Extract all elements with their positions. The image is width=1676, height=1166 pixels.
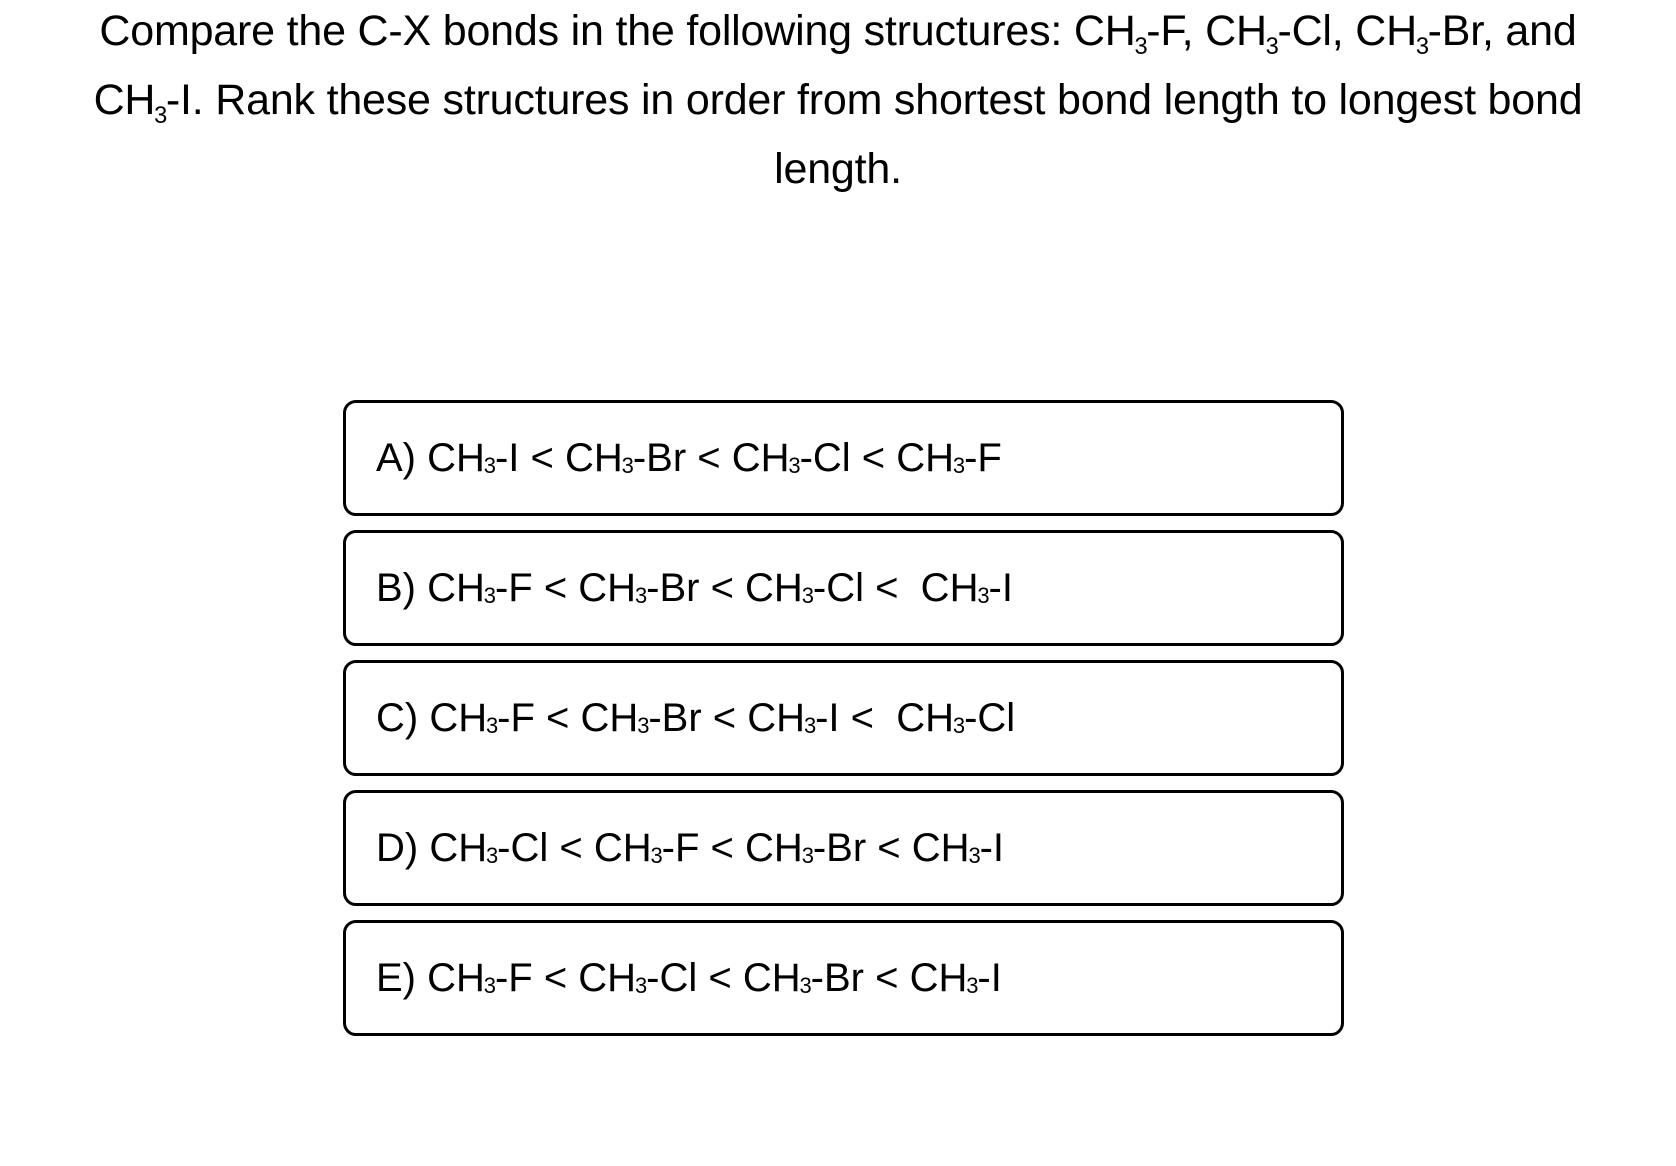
subscript: 3 bbox=[803, 713, 817, 739]
subscript: 3 bbox=[621, 453, 634, 479]
text-run: -Br < CH bbox=[648, 695, 806, 740]
text-run: CH bbox=[93, 76, 156, 124]
subscript: 3 bbox=[650, 843, 663, 869]
answer-options bbox=[343, 400, 1343, 1050]
text-run: -F, CH bbox=[1146, 7, 1267, 55]
text-run: Compare the C-X bonds in the following structures: CH bbox=[99, 7, 1136, 55]
question-line-3 bbox=[40, 138, 1636, 200]
text-run: -F bbox=[964, 435, 1002, 480]
text-run: -I < CH bbox=[815, 695, 954, 740]
text-run: -Br < CH bbox=[632, 435, 790, 480]
text-run: -Br < CH bbox=[812, 825, 970, 870]
text-run: -Cl < CH bbox=[812, 565, 979, 610]
text-run: -Cl < CH bbox=[799, 435, 955, 480]
text-run: E) CH bbox=[376, 955, 485, 1000]
subscript: 3 bbox=[801, 583, 814, 609]
text-run: -F < CH bbox=[494, 955, 637, 1000]
subscript: 3 bbox=[977, 583, 990, 609]
subscript: 3 bbox=[788, 453, 801, 479]
text-run: -Cl, CH bbox=[1277, 7, 1417, 55]
answer-option-d[interactable] bbox=[343, 790, 1344, 906]
text-run: -Br < CH bbox=[810, 955, 968, 1000]
subscript: 3 bbox=[799, 973, 812, 999]
text-run: D) CH bbox=[376, 825, 488, 870]
answer-option-a[interactable] bbox=[343, 400, 1344, 516]
subscript: 3 bbox=[968, 843, 981, 869]
text-run: A) CH bbox=[376, 435, 485, 480]
answer-option-e[interactable] bbox=[343, 920, 1344, 1036]
subscript: 3 bbox=[634, 973, 648, 999]
text-run: length. bbox=[774, 145, 902, 193]
subscript: 3 bbox=[483, 583, 497, 609]
subscript: 3 bbox=[486, 843, 499, 869]
subscript: 3 bbox=[1415, 33, 1429, 60]
text-run: -F < CH bbox=[497, 695, 639, 740]
text-run: -Cl < CH bbox=[497, 825, 652, 870]
subscript: 3 bbox=[1134, 33, 1148, 60]
text-run: -Br, and bbox=[1427, 7, 1577, 55]
question-line-1 bbox=[40, 0, 1636, 69]
subscript: 3 bbox=[483, 453, 497, 479]
text-run: -I < CH bbox=[494, 435, 623, 480]
subscript: 3 bbox=[952, 453, 966, 479]
text-run: -I bbox=[979, 825, 1005, 870]
text-run: -I bbox=[977, 955, 1002, 1000]
text-run: -I bbox=[988, 565, 1013, 610]
answer-option-b[interactable] bbox=[343, 530, 1344, 646]
question-text bbox=[40, 0, 1636, 200]
text-run: -Cl bbox=[964, 695, 1016, 740]
question-line-2 bbox=[40, 69, 1636, 138]
subscript: 3 bbox=[966, 973, 979, 999]
subscript: 3 bbox=[486, 713, 499, 739]
subscript: 3 bbox=[483, 973, 497, 999]
subscript: 3 bbox=[637, 713, 650, 739]
text-run: C) CH bbox=[376, 695, 488, 740]
subscript: 3 bbox=[1265, 33, 1279, 60]
text-run: -I. Rank these structures in order from shortest bond length to longest bond bbox=[165, 76, 1583, 124]
text-run: -F < CH bbox=[661, 825, 803, 870]
subscript: 3 bbox=[634, 583, 648, 609]
text-run: B) CH bbox=[376, 565, 485, 610]
answer-option-c[interactable] bbox=[343, 660, 1344, 776]
subscript: 3 bbox=[154, 102, 168, 129]
text-run: -F < CH bbox=[494, 565, 637, 610]
text-run: -Br < CH bbox=[646, 565, 803, 610]
subscript: 3 bbox=[801, 843, 814, 869]
text-run: -Cl < CH bbox=[646, 955, 801, 1000]
subscript: 3 bbox=[952, 713, 966, 739]
